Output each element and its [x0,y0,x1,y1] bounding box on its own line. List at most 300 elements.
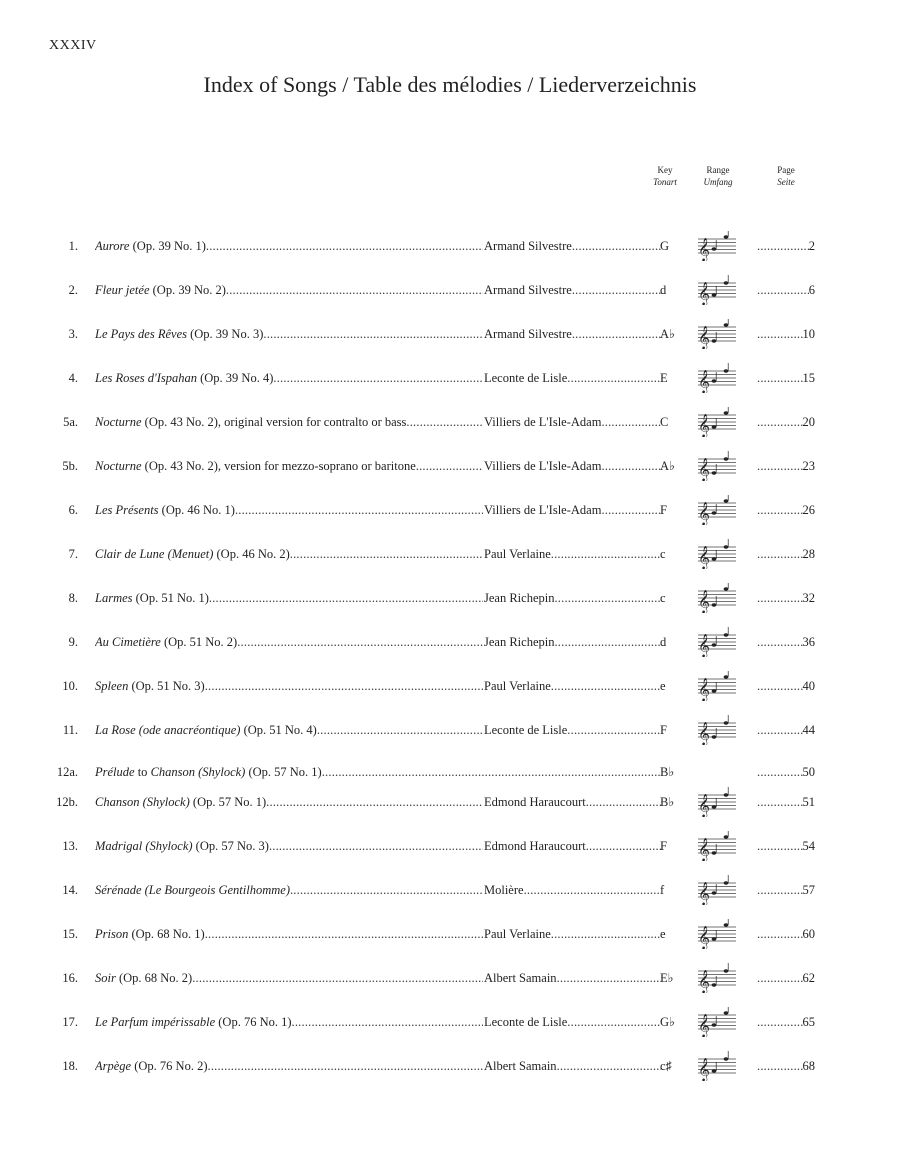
page-title: Index of Songs / Table des mélodies / Liederverzeichnis [203,72,697,97]
page-value: 50 [802,765,815,779]
song-row [0,454,900,481]
song-title-italic: Les Présents [95,503,159,517]
leader-dots [206,234,483,258]
page-value: 54 [802,839,815,853]
song-number: 12a. [56,765,78,779]
song-poet [484,278,661,302]
song-row [0,410,900,437]
song-title-text [95,410,406,434]
song-page [757,586,815,610]
page-value: 62 [802,971,815,985]
song-row [0,674,900,701]
page-value: 28 [802,547,815,561]
leader-dots [322,760,660,784]
page-number: XXXIV [49,38,97,53]
leader-dots [586,790,661,814]
vocal-range-staff-icon [694,539,738,569]
leader-dots [757,586,803,610]
song-title-italic: La Rose (ode anacréontique) [95,723,241,737]
song-title [95,760,660,784]
song-key: e [660,927,666,941]
song-row [0,322,900,349]
song-row [0,542,900,569]
leader-dots [757,630,803,654]
leader-dots [757,1054,803,1078]
song-poet [484,630,661,654]
song-title [95,878,483,902]
song-number: 3. [68,327,78,341]
song-page [757,366,815,390]
song-row [0,366,900,393]
page-value: 26 [802,503,815,517]
song-page [757,234,815,258]
song-key: d [660,283,667,297]
song-title [95,1010,483,1034]
song-title-connector: to [134,765,151,779]
song-opus: (Op. 57 No. 1) [245,765,322,779]
song-page [757,966,815,990]
song-title-text [95,966,192,990]
song-key: F [660,503,667,517]
song-number: 6. [68,503,78,517]
song-poet [484,234,661,258]
vocal-range-staff-icon [694,671,738,701]
page-value: 2 [808,239,815,253]
song-opus: (Op. 68 No. 2) [115,971,193,985]
song-title-italic: Sérénade (Le Bourgeois Gentilhomme) [95,883,290,897]
song-title-text [95,366,273,390]
song-number: 2. [68,283,78,297]
leader-dots [757,966,803,990]
song-number: 1. [68,239,78,253]
poet-name: Molière [484,883,524,897]
leader-dots [292,1010,483,1034]
song-title-text [95,1054,208,1078]
leader-dots [554,630,661,654]
page-value: 32 [802,591,815,605]
leader-dots [757,834,803,858]
leader-dots [757,760,803,784]
leader-dots [269,834,483,858]
song-title-text [95,322,263,346]
song-page [757,498,815,522]
song-number: 15. [62,927,78,941]
song-title-text [95,454,416,478]
song-page [757,922,815,946]
song-key: C [660,415,669,429]
vocal-range-staff-icon [694,875,738,905]
leader-dots [757,790,803,814]
song-title [95,498,483,522]
song-opus: (Op. 46 No. 2) [213,547,290,561]
song-key: c [660,591,666,605]
poet-name: Paul Verlaine [484,679,551,693]
leader-dots [572,278,661,302]
song-row [0,834,900,861]
poet-name: Leconte de Lisle [484,371,568,385]
song-row [0,790,900,817]
svg-text:𝄞: 𝄞 [698,793,710,817]
song-page [757,674,815,698]
leader-dots [551,674,661,698]
song-opus: (Op. 39 No. 3) [186,327,264,341]
song-key: c♯ [660,1059,672,1073]
song-title-text [95,586,209,610]
song-number: 12b. [56,795,78,809]
vocal-range-staff-icon [694,495,738,525]
song-key: G [660,239,670,253]
leader-dots [757,674,803,698]
leader-dots [572,322,661,346]
poet-name: Albert Samain [484,1059,557,1073]
leader-dots [237,630,483,654]
song-row [0,498,900,525]
song-title-italic: Aurore [95,239,130,253]
leader-dots [192,966,483,990]
poet-name: Jean Richepin [484,635,555,649]
leader-dots [601,454,661,478]
leader-dots [757,278,809,302]
song-key: E [660,371,668,385]
vocal-range-staff-icon [694,451,738,481]
song-page [757,834,815,858]
leader-dots [567,366,661,390]
song-number: 4. [68,371,78,385]
svg-text:𝄞: 𝄞 [698,589,710,613]
song-poet [484,878,661,902]
song-number: 10. [62,679,78,693]
song-number: 16. [62,971,78,985]
leader-dots [290,878,483,902]
song-opus: (Op. 57 No. 1) [189,795,267,809]
leader-dots [551,542,661,566]
song-number: 7. [68,547,78,561]
song-title [95,454,483,478]
song-poet [484,498,661,522]
song-opus: (Op. 51 No. 1) [132,591,209,605]
song-page [757,454,815,478]
page-value: 68 [802,1059,815,1073]
song-title-italic: Spleen [95,679,129,693]
song-title-italic: Fleur jetée [95,283,150,297]
leader-dots [524,878,661,902]
song-title-text [95,922,205,946]
leader-dots [266,790,483,814]
song-poet [484,718,661,742]
song-title-text [95,542,290,566]
leader-dots [757,1010,803,1034]
svg-text:𝄞: 𝄞 [698,369,710,393]
song-title-italic: Au Cimetière [95,635,161,649]
leader-dots [757,454,803,478]
song-page [757,790,815,814]
poet-name: Armand Silvestre [484,327,572,341]
vocal-range-staff-icon [694,319,738,349]
song-poet [484,674,661,698]
song-poet [484,834,661,858]
poet-name: Leconte de Lisle [484,723,568,737]
song-title-text [95,834,269,858]
song-row [0,1054,900,1081]
song-title-text [95,234,206,258]
song-title-italic: Madrigal (Shylock) [95,839,193,853]
leader-dots [551,922,661,946]
poet-name: Jean Richepin [484,591,555,605]
song-row [0,278,900,305]
poet-name: Edmond Haraucourt [484,795,586,809]
song-opus: (Op. 76 No. 2) [131,1059,208,1073]
song-title-text [95,878,290,902]
song-title [95,586,483,610]
song-poet [484,586,661,610]
leader-dots [317,718,483,742]
song-row [0,586,900,613]
song-title-text [95,498,235,522]
song-title [95,410,483,434]
song-opus: (Op. 46 No. 1) [158,503,235,517]
leader-dots [757,718,803,742]
song-poet [484,322,661,346]
page-value: 44 [802,723,815,737]
column-header-page: Page Seite [777,165,795,187]
leader-dots [601,498,661,522]
song-number: 11. [62,723,78,737]
vocal-range-staff-icon [694,831,738,861]
page-value: 15 [802,371,815,385]
song-page [757,1010,815,1034]
leader-dots [757,234,809,258]
song-title-text [95,630,237,654]
leader-dots [406,410,483,434]
poet-name: Armand Silvestre [484,283,572,297]
leader-dots [290,542,483,566]
song-title [95,834,483,858]
svg-text:𝄞: 𝄞 [698,413,710,437]
song-opus: (Op. 39 No. 1) [129,239,206,253]
poet-name: Albert Samain [484,971,557,985]
song-key: e [660,679,666,693]
song-row [0,966,900,993]
song-title [95,542,483,566]
vocal-range-staff-icon [694,715,738,745]
leader-dots [416,454,483,478]
song-key: A♭ [660,327,675,341]
leader-dots [235,498,483,522]
song-opus: (Op. 43 No. 2), original version for contralto or bass [141,415,407,429]
page-value: 65 [802,1015,815,1029]
leader-dots [586,834,661,858]
leader-dots [557,1054,661,1078]
page-value: 36 [802,635,815,649]
svg-text:𝄞: 𝄞 [698,881,710,905]
leader-dots [757,410,803,434]
poet-name: Villiers de L'Isle-Adam [484,415,602,429]
svg-text:𝄞: 𝄞 [698,1057,710,1081]
song-key: f [660,883,665,897]
svg-text:𝄞: 𝄞 [698,721,710,745]
vocal-range-staff-icon [694,363,738,393]
song-title [95,630,483,654]
leader-dots [273,366,483,390]
song-number: 13. [62,839,78,853]
song-row [0,1010,900,1037]
song-title [95,1054,483,1078]
song-key: A♭ [660,459,675,473]
song-title-italic: Soir [95,971,116,985]
song-title-italic: Le Parfum impérissable [95,1015,216,1029]
song-poet [484,1054,661,1078]
song-key: F [660,723,667,737]
vocal-range-staff-icon [694,275,738,305]
leader-dots [757,366,803,390]
song-poet [484,922,661,946]
song-title-text [95,674,205,698]
page-value: 57 [802,883,815,897]
svg-text:𝄞: 𝄞 [698,925,710,949]
page-value: 51 [802,795,815,809]
song-title [95,322,483,346]
song-title [95,278,483,302]
song-title-italic: Clair de Lune (Menuet) [95,547,214,561]
vocal-range-staff-icon [694,919,738,949]
svg-text:𝄞: 𝄞 [698,1013,710,1037]
song-opus: (Op. 57 No. 3) [192,839,269,853]
svg-text:𝄞: 𝄞 [698,237,710,261]
song-page [757,878,815,902]
song-page [757,542,815,566]
leader-dots [601,410,661,434]
song-key: E♭ [660,971,674,985]
song-page [757,322,815,346]
song-key: B♭ [660,765,675,779]
page-value: 6 [808,283,815,297]
song-opus: (Op. 51 No. 3) [128,679,205,693]
song-opus: (Op. 43 No. 2), version for mezzo-soprano or baritone [141,459,416,473]
song-poet [484,966,661,990]
song-row [0,760,900,784]
song-title [95,966,483,990]
song-title-italic: Larmes [95,591,133,605]
song-key: d [660,635,667,649]
song-opus: (Op. 68 No. 1) [128,927,205,941]
song-title-text [95,278,226,302]
poet-name: Paul Verlaine [484,547,551,561]
svg-text:𝄞: 𝄞 [698,677,710,701]
song-title-italic: Arpège [95,1059,132,1073]
song-page [757,278,815,302]
svg-text:𝄞: 𝄞 [698,457,710,481]
poet-name: Villiers de L'Isle-Adam [484,503,602,517]
svg-text:𝄞: 𝄞 [698,545,710,569]
vocal-range-staff-icon [694,583,738,613]
song-page [757,1054,815,1078]
song-key: G♭ [660,1015,675,1029]
leader-dots [572,234,661,258]
leader-dots [205,922,483,946]
song-title-italic: Nocturne [95,459,142,473]
poet-name: Armand Silvestre [484,239,572,253]
song-title-italic: Nocturne [95,415,142,429]
song-opus: (Op. 51 No. 2) [160,635,238,649]
song-poet [484,410,661,434]
vocal-range-staff-icon [694,231,738,261]
song-number: 5b. [62,459,78,473]
song-title-text [95,790,266,814]
leader-dots [226,278,483,302]
song-row [0,878,900,905]
song-page [757,760,815,784]
song-title-italic: Prélude [95,765,135,779]
leader-dots [554,586,661,610]
page-value: 20 [802,415,815,429]
page-value: 10 [802,327,815,341]
leader-dots [757,922,803,946]
leader-dots [757,542,803,566]
song-number: 18. [62,1059,78,1073]
song-poet [484,366,661,390]
song-poet [484,542,661,566]
page-value: 23 [802,459,815,473]
leader-dots [205,674,483,698]
leader-dots [567,1010,661,1034]
song-title [95,922,483,946]
song-title-text [95,1010,292,1034]
song-title-italic: Prison [95,927,129,941]
vocal-range-staff-icon [694,787,738,817]
leader-dots [757,322,803,346]
leader-dots [208,1054,484,1078]
song-page [757,630,815,654]
leader-dots [209,586,483,610]
vocal-range-staff-icon [694,963,738,993]
song-row [0,718,900,745]
column-header-range: Range Umfang [703,165,733,187]
leader-dots [263,322,483,346]
song-title [95,366,483,390]
song-poet [484,454,661,478]
song-poet [484,1010,661,1034]
svg-text:𝄞: 𝄞 [698,501,710,525]
page-value: 60 [802,927,815,941]
song-opus: (Op. 39 No. 2) [149,283,226,297]
song-key: c [660,547,666,561]
song-page [757,718,815,742]
song-number: 5a. [63,415,78,429]
svg-text:𝄞: 𝄞 [698,325,710,349]
song-row [0,922,900,949]
poet-name: Villiers de L'Isle-Adam [484,459,602,473]
song-title [95,234,483,258]
poet-name: Paul Verlaine [484,927,551,941]
vocal-range-staff-icon [694,1007,738,1037]
svg-text:𝄞: 𝄞 [698,837,710,861]
song-row [0,234,900,261]
song-title [95,718,483,742]
poet-name: Edmond Haraucourt [484,839,586,853]
page-value: 40 [802,679,815,693]
song-title [95,790,483,814]
vocal-range-staff-icon [694,407,738,437]
song-title-italic: Le Pays des Rêves [95,327,187,341]
leader-dots [757,878,803,902]
vocal-range-staff-icon [694,627,738,657]
song-opus: (Op. 76 No. 1) [215,1015,292,1029]
song-opus: (Op. 51 No. 4) [240,723,317,737]
song-key: F [660,839,667,853]
song-title-italic-2: Chanson (Shylock) [150,765,246,779]
song-number: 17. [62,1015,78,1029]
song-title-text [95,760,322,784]
